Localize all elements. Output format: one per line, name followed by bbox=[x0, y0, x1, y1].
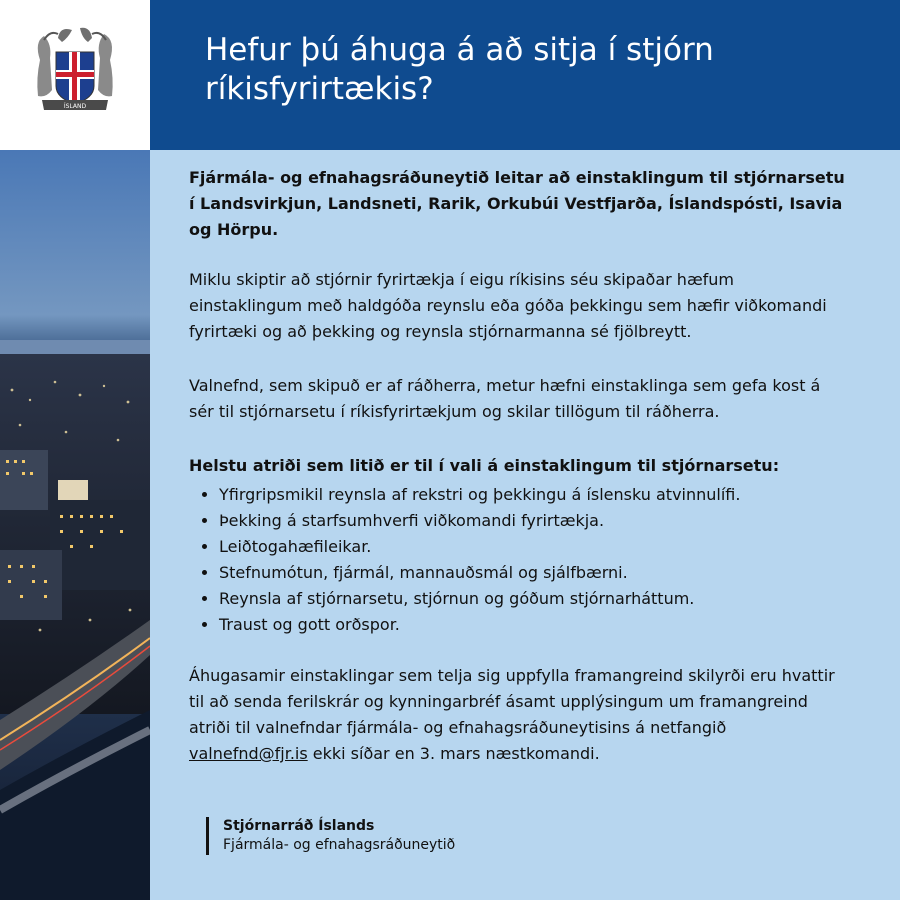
logo-panel bbox=[0, 0, 150, 150]
page-header bbox=[150, 0, 900, 150]
closing-paragraph bbox=[189, 663, 849, 767]
list-item: • Yfirgripsmikil reynsla af rekstri og þekkingu á íslensku atvinnulífi. bbox=[219, 482, 859, 508]
main-content bbox=[150, 150, 900, 900]
closing-text-start: Áhugasamir einstaklingar sem telja sig uppfylla framangreind skilyrði eru hvattir til að senda ferilskrár og kynningarbréf ásamt upplýsingum um framangreind atriði til valnefndar fjármála- og efnahagsráðuneytisins á netfangið bbox=[189, 666, 835, 737]
paragraph-selection-committee: Valnefnd, sem skipuð er af ráðherra, metur hæfni einstaklinga sem gefa kost á sér til stjórnarsetu í ríkisfyrirtækjum og skilar tillögum til ráðherra. bbox=[189, 376, 821, 421]
list-heading: Helstu atriði sem litið er til í vali á einstaklingum til stjórnarsetu: bbox=[189, 456, 780, 475]
list-item: • Reynsla af stjórnarsetu, stjórnun og góðum stjórnarháttum. bbox=[219, 586, 859, 612]
intro-text: Fjármála- og efnahagsráðuneytið leitar að einstaklingum til stjórnarsetu í Landsvirkjun, Landsneti, Rarik, Orkubúi Vestfjarða, Íslandspósti, Isavia og Hörpu. bbox=[189, 168, 845, 239]
city-photo bbox=[0, 150, 150, 900]
signature-ministry: Fjármála- og efnahagsráðuneytið bbox=[223, 837, 456, 853]
svg-text:ÍSLAND: ÍSLAND bbox=[63, 103, 87, 110]
list-item: • Stefnumótun, fjármál, mannauðsmál og sjálfbærni. bbox=[219, 560, 859, 586]
list-item: • Þekking á starfsumhverfi viðkomandi fyrirtækja. bbox=[219, 508, 859, 534]
email-link[interactable]: valnefnd@fjr.is bbox=[189, 744, 308, 763]
paragraph-requirements: Miklu skiptir að stjórnir fyrirtækja í eigu ríkisins séu skipaðar hæfum einstaklingum með haldgóða reynslu eða góða þekkingu sem hæfir viðkomandi fyrirtæki og að þekking og reynsla stjórnarmanna sé fjölbreytt. bbox=[189, 270, 827, 341]
coat-of-arms-icon bbox=[0, 0, 150, 150]
reykjavik-night-photo bbox=[0, 150, 150, 900]
signature-org: Stjórnarráð Íslands bbox=[223, 818, 375, 834]
list-item: • Traust og gott orðspor. bbox=[219, 612, 859, 638]
page-title: Hefur þú áhuga á að sitja í stjórn ríkisfyrirtækis? bbox=[205, 32, 714, 107]
list-item: • Leiðtogahæfileikar. bbox=[219, 534, 859, 560]
closing-text-end: ekki síðar en 3. mars næstkomandi. bbox=[307, 744, 600, 763]
signature-block bbox=[206, 817, 455, 855]
criteria-list bbox=[195, 482, 859, 638]
